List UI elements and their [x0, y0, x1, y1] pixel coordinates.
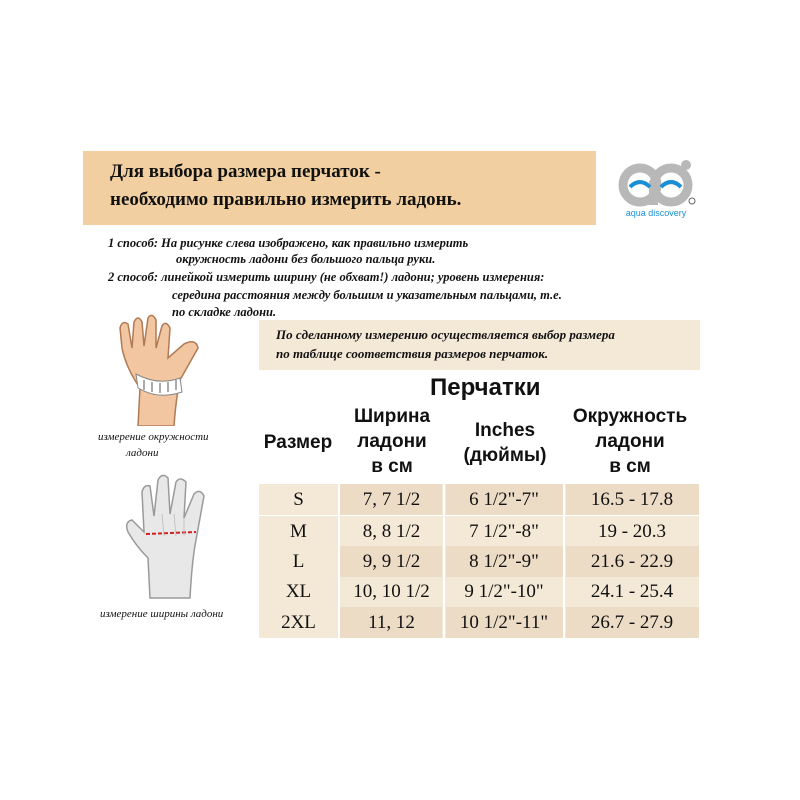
caption-hand1b: ладони [126, 447, 159, 459]
table-cell-width: 7, 7 1/2 [362, 489, 421, 510]
method2-line1: 2 способ: линейкой измерить ширину (не обхват!) ладони; уровень измерения: [108, 270, 545, 284]
table-cell-size: M [290, 521, 307, 542]
table-cell-size: L [292, 551, 305, 572]
table-cell-size: XL [285, 581, 312, 602]
note-line2: по таблице соответствия размеров перчаток. [276, 346, 549, 361]
table-cell-width: 9, 9 1/2 [362, 551, 421, 572]
table-cell-inches: 10 1/2"-11" [459, 612, 549, 633]
hand-width-illustration [122, 470, 222, 600]
table-cell-width: 8, 8 1/2 [362, 521, 421, 542]
table-cell-size: 2XL [281, 612, 316, 633]
header-size: Размер [263, 432, 333, 453]
hand-circumference-illustration [108, 308, 208, 426]
header-title-line1: Для выбора размера перчаток - [110, 161, 381, 182]
table-cell-width: 11, 12 [368, 612, 415, 633]
method1-line1: 1 способ: На рисунке слева изображено, как правильно измерить [108, 236, 469, 250]
header-title-line2: необходимо правильно измерить ладонь. [110, 189, 462, 210]
table-cell-inches: 6 1/2"-7" [469, 489, 539, 510]
table-cell-circumference: 19 - 20.3 [597, 521, 667, 542]
table-cell-size: S [293, 489, 304, 510]
table-cell-circumference: 16.5 - 17.8 [590, 489, 674, 510]
table-cell-width: 10, 10 1/2 [353, 581, 430, 602]
caption-hand1: измерение окружности [98, 431, 209, 443]
header-inches: Inches (дюймы) [463, 420, 547, 466]
note-line1: По сделанному измерению осуществляется выбор размера [276, 327, 615, 342]
method2-line3: по складке ладони. [172, 305, 277, 319]
header-circumference-cm: Окружность ладони в см [572, 406, 688, 477]
table-cell-inches: 9 1/2"-10" [464, 581, 544, 602]
header-width-cm: Ширина ладони в см [353, 406, 431, 477]
caption-hand2: измерение ширины ладони [100, 608, 224, 620]
method1-line2: окружность ладони без большого пальца руки. [176, 252, 436, 266]
table-cell-inches: 8 1/2"-9" [469, 551, 539, 572]
table-title: Перчатки [430, 374, 541, 401]
table-cell-circumference: 21.6 - 22.9 [590, 551, 674, 572]
table-cell-circumference: 26.7 - 27.9 [590, 612, 674, 633]
method2-line2: середина расстояния между большим и указательным пальцами, т.е. [172, 288, 562, 302]
table-cell-inches: 7 1/2"-8" [469, 521, 539, 542]
table-cell-circumference: 24.1 - 25.4 [590, 581, 674, 602]
logo-text: aqua discovery [625, 208, 687, 218]
